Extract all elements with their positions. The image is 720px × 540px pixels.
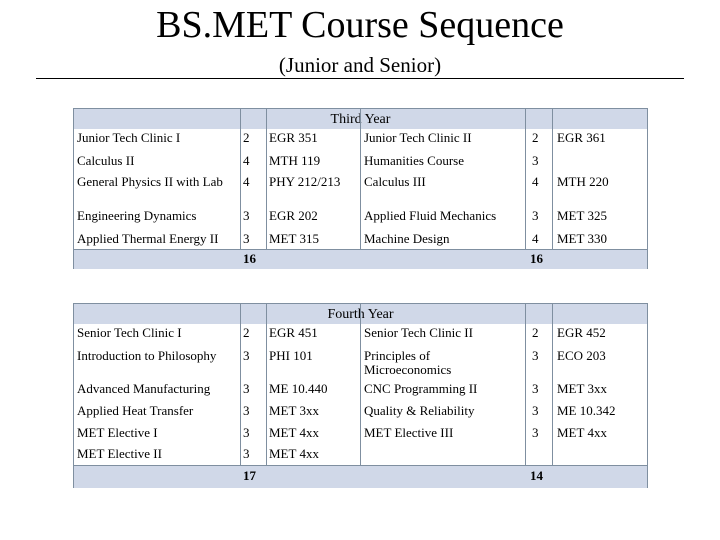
credit-hours: 3 [532, 381, 539, 396]
column-divider [360, 304, 361, 487]
course-name: Applied Fluid Mechanics [364, 208, 497, 223]
course-code: MET 3xx [557, 381, 607, 396]
course-code: MET 325 [557, 208, 607, 223]
section-heading: Fourth Year [327, 307, 394, 322]
credit-hours: 4 [243, 174, 250, 189]
column-divider [266, 304, 267, 487]
page-title: BS.MET Course Sequence [156, 4, 564, 46]
course-name: Advanced Manufacturing [77, 381, 211, 396]
fourth-year-table [73, 303, 648, 488]
spring-credit-total: 14 [530, 468, 543, 483]
course-name: Applied Thermal Energy II [77, 231, 219, 246]
fall-credit-total: 17 [243, 468, 256, 483]
course-code: MET 4xx [557, 425, 607, 440]
course-code: EGR 202 [269, 208, 318, 223]
course-name: Junior Tech Clinic II [364, 130, 472, 145]
course-code: MET 3xx [269, 403, 319, 418]
totals-row [74, 249, 647, 269]
course-name: Senior Tech Clinic I [77, 325, 182, 340]
credit-hours: 3 [243, 231, 250, 246]
column-divider [552, 304, 553, 487]
column-divider [552, 109, 553, 268]
course-code: MET 315 [269, 231, 319, 246]
credit-hours: 3 [532, 425, 539, 440]
column-divider [266, 109, 267, 268]
spring-credit-total: 16 [530, 251, 543, 266]
credit-hours: 2 [243, 325, 250, 340]
credit-hours: 3 [243, 446, 250, 461]
course-code: PHI 101 [269, 348, 313, 363]
credit-hours: 4 [532, 231, 539, 246]
title-divider [36, 78, 684, 79]
credit-hours: 3 [532, 403, 539, 418]
credit-hours: 3 [243, 403, 250, 418]
credit-hours: 3 [532, 208, 539, 223]
course-code: EGR 452 [557, 325, 606, 340]
course-name: Humanities Course [364, 153, 465, 168]
course-code: ME 10.440 [269, 381, 328, 396]
course-name: MET Elective I [77, 425, 158, 440]
credit-hours: 2 [532, 325, 539, 340]
credit-hours: 3 [243, 208, 250, 223]
course-code: PHY 212/213 [269, 174, 341, 189]
page-subtitle: (Junior and Senior) [278, 53, 442, 77]
credit-hours: 2 [532, 130, 539, 145]
credit-hours: 3 [243, 381, 250, 396]
course-name: Introduction to Philosophy [77, 348, 217, 363]
third-year-table [73, 108, 648, 269]
course-name: CNC Programming II [364, 381, 478, 396]
credit-hours: 4 [243, 153, 250, 168]
course-name: Machine Design [364, 231, 450, 246]
credit-hours: 3 [532, 153, 539, 168]
course-name: General Physics II with Lab [77, 174, 223, 189]
course-code: ECO 203 [557, 348, 606, 363]
credit-hours: 2 [243, 130, 250, 145]
column-divider [360, 109, 361, 268]
column-divider [525, 304, 526, 487]
course-name: Junior Tech Clinic I [77, 130, 181, 145]
course-name: MET Elective III [364, 425, 454, 440]
course-name: Engineering Dynamics [77, 208, 197, 223]
course-name: Principles of Microeconomics [364, 348, 452, 377]
column-divider [240, 109, 241, 268]
course-name: MET Elective II [77, 446, 162, 461]
course-name: Calculus III [364, 174, 426, 189]
course-code: EGR 351 [269, 130, 318, 145]
column-divider [240, 304, 241, 487]
section-heading: Third Year [330, 112, 391, 127]
course-code: EGR 361 [557, 130, 606, 145]
credit-hours: 3 [532, 348, 539, 363]
course-code: ME 10.342 [557, 403, 616, 418]
course-code: MTH 119 [269, 153, 321, 168]
credit-hours: 3 [243, 348, 250, 363]
course-name: Calculus II [77, 153, 135, 168]
course-name: Quality & Reliability [364, 403, 475, 418]
course-code: MTH 220 [557, 174, 609, 189]
course-name: Senior Tech Clinic II [364, 325, 473, 340]
totals-row [74, 465, 647, 488]
credit-hours: 3 [243, 425, 250, 440]
course-code: MET 4xx [269, 425, 319, 440]
course-name: Applied Heat Transfer [77, 403, 194, 418]
credit-hours: 4 [532, 174, 539, 189]
column-divider [525, 109, 526, 268]
course-code: MET 4xx [269, 446, 319, 461]
course-code: EGR 451 [269, 325, 318, 340]
fall-credit-total: 16 [243, 251, 256, 266]
course-code: MET 330 [557, 231, 607, 246]
